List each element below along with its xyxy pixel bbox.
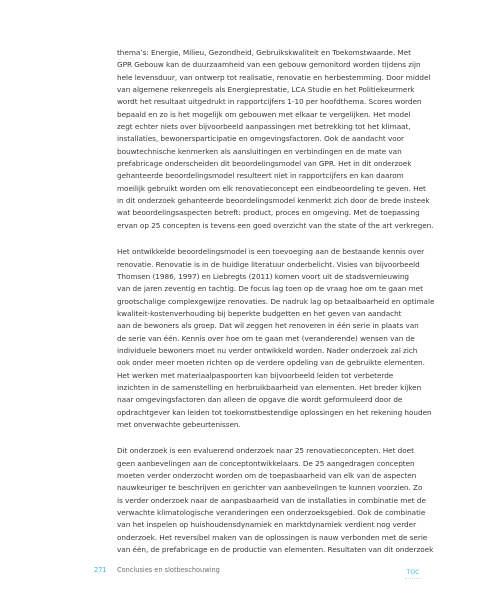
- text-line: aan de bewoners als groep. Dat wil zeggen het renoveren in één serie in plaats van: [117, 321, 419, 331]
- body-paragraph: [117, 246, 435, 431]
- text-line: zegt echter niets over bijvoorbeeld aanpassingen met betrekking tot het klimaat,: [117, 122, 411, 132]
- text-line: nauwkeuriger te beschrijven en gerichter van aanbevelingen te kunnen voorzien. Zo: [117, 483, 423, 493]
- text-line: is verder onderzoek naar de aanpasbaarheid van de installaties in combinatie met de: [117, 495, 426, 505]
- text-line: opdrachtgever kan leiden tot toekomstbestendige oplossingen en het rekening houden: [117, 407, 432, 417]
- text-line: moeilijk gebruikt worden om elk renovatieconcept een eindbeoordeling te geven. Het: [117, 183, 426, 193]
- text-line: wat beoordelingsaspecten betreft: product, proces en omgeving. Met de toepassing: [117, 208, 420, 218]
- toc-underline: [405, 578, 421, 579]
- text-line: Dit onderzoek is een evaluerend onderzoek naar 25 renovatieconcepten. Het doet: [117, 446, 414, 456]
- text-line: individuele bewoners moet nu verder ontwikkeld worden. Nader onderzoek zal zich: [117, 345, 418, 355]
- text-line: in dit onderzoek gehanteerde beoordelingsmodel kenmerkt zich door de brede insteek: [117, 196, 430, 206]
- text-line: grootschalige complexgewijze renovaties. De nadruk lag op betaalbaarheid en optimale: [117, 296, 435, 306]
- text-line: geen aanbevelingen aan de conceptontwikkelaars. De 25 aangedragen concepten: [117, 458, 415, 468]
- text-line: wordt het resultaat uitgedrukt in rapportcijfers 1-10 per hoofdthema. Scores worden: [117, 97, 422, 107]
- text-line: kwaliteit-kostenverhouding bij beperkte budgetten en het geven van aandacht: [117, 308, 402, 318]
- text-line: gehanteerde beoordelingsmodel resulteert niet in rapportcijfers en kan daarom: [117, 171, 404, 181]
- text-line: moeten verder onderzocht worden om de toepasbaarheid van elk van de aspecten: [117, 471, 417, 480]
- toc-link[interactable]: [403, 570, 423, 579]
- text-line: prefabricage onderscheiden dit beoordelingsmodel van GPR. Het in dit onderzoek: [117, 159, 412, 169]
- text-line: thema’s: Energie, Milieu, Gezondheid, Gebruikskwaliteit en Toekomstwaarde. Met: [117, 48, 411, 57]
- toc-label: TOC: [406, 570, 420, 576]
- text-line: van algemene rekenregels als Energieprestatie, LCA Studie en het Politiekeurmerk: [117, 85, 415, 95]
- text-line: installaties, bewonersparticipatie en omgevingsfactoren. Ook de aandacht voor: [117, 134, 405, 144]
- text-line: bepaald en zo is het mogelijk om gebouwen met elkaar te vergelijken. Het model: [117, 109, 411, 119]
- text-line: bouwtechnische kenmerken als aansluitingen en verbindingen en de mate van: [117, 146, 402, 156]
- text-line: van het inspelen op huishoudensdynamiek en marktdynamiek verdient nog verder: [117, 520, 417, 530]
- text-line: met onverwachte gebeurtenissen.: [117, 419, 241, 429]
- text-line: naar omgevingsfactoren dan alleen de opgave die wordt geformuleerd door de: [117, 395, 403, 405]
- text-line: Het werken met materiaalpaspoorten kan bijvoorbeeld leiden tot verbeterde: [117, 370, 394, 380]
- text-line: inzichten in de samenstelling en herbruikbaarheid van elementen. Het breder kijken: [117, 382, 422, 392]
- text-line: Het ontwikkelde beoordelingsmodel is een toevoeging aan de bestaande kennis over: [117, 247, 425, 257]
- text-line: verwachte klimatologische veranderingen een onderzoeksgebied. Ook de combinatie: [117, 508, 426, 518]
- text-line: van de jaren zeventig en tachtig. De focus lag toen op de vraag hoe om te gaan met: [117, 284, 423, 294]
- body-paragraph: [117, 47, 434, 232]
- text-line: renovatie. Renovatie is in de huidige literatuur onderbelicht. Visies van bijvoorbeeld: [117, 259, 420, 269]
- text-line: hele levensduur, van ontwerp tot realisatie, renovatie en herbestemming. Door middel: [117, 72, 431, 82]
- text-line: Thomsen (1986, 1997) en Liebregts (2011) komen voort uit de stadsvernieuwing: [117, 271, 409, 281]
- text-line: ervan op 25 concepten is tevens een goed overzicht van the state of the art verkregen.: [117, 220, 434, 230]
- text-line: GPR Gebouw kan de duurzaamheid van een gebouw gemonitord worden tijdens zijn: [117, 60, 421, 70]
- page-footer: [0, 561, 486, 591]
- text-line: onderzoek. Het reversibel maken van de oplossingen is nauw verbonden met de serie: [117, 532, 428, 542]
- footer-section-title: Conclusies en slotbeschouwing: [117, 566, 220, 574]
- main-text-column: [117, 47, 435, 570]
- text-line: de serie van één. Kennis over hoe om te gaan met (veranderende) wensen van de: [117, 333, 415, 343]
- text-line: ook onder meer moeten richten op de verdere opdeling van de gebruikte elementen.: [117, 358, 425, 368]
- page-number: 271: [94, 566, 107, 574]
- text-line: van één, de prefabricage en de productie van elementen. Resultaten van dit onderzoek: [117, 545, 434, 555]
- body-paragraph: [117, 445, 434, 556]
